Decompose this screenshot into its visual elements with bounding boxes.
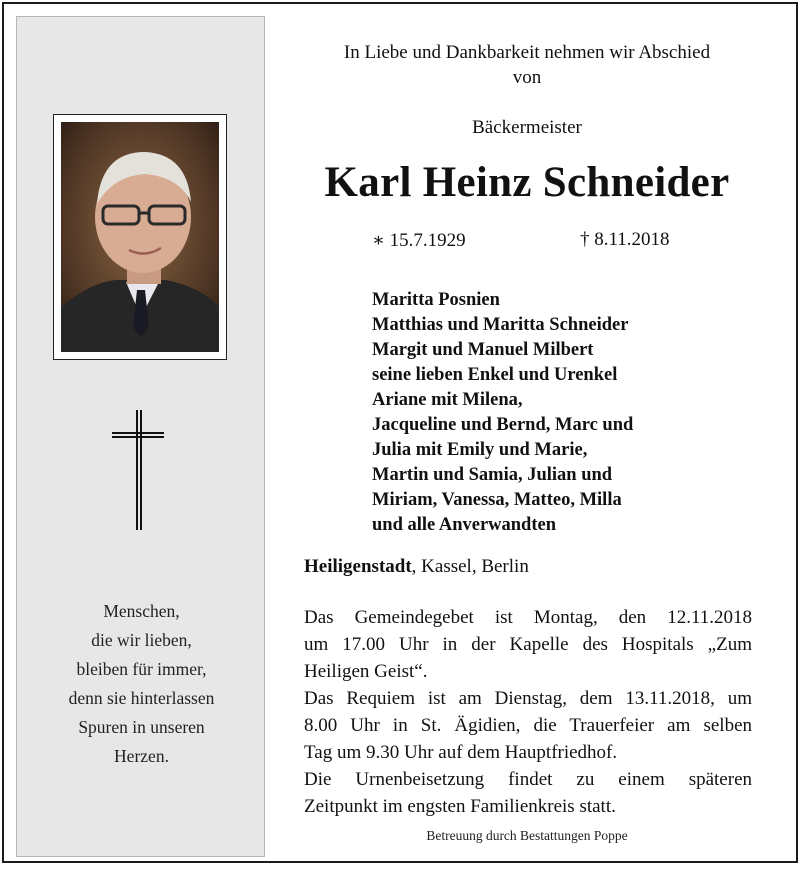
main-content [266,16,788,857]
service-details [304,604,752,820]
details-line: Zeitpunkt im engsten Familienkreis statt. [304,796,616,817]
family-line: und alle Anverwandten [372,515,557,535]
sidebar [16,16,265,857]
family-line: seine lieben Enkel und Urenkel [372,365,618,385]
details-line: Heiligen Geist“. [304,661,428,682]
quote-line: bleiben für immer, [76,659,207,679]
details-line: 8.00 Uhr in St. Ägidien, die Trauerfeier am selben [304,715,752,736]
portrait-frame [53,114,227,360]
deceased-name: Karl Heinz Schneider [324,159,730,206]
family-line: Jacqueline und Bernd, Marc und [372,415,634,435]
location-primary: Heiligenstadt [304,556,412,577]
quote-line: Spuren in unseren [78,717,205,737]
cross-icon [112,410,164,530]
funeral-home-credit: Betreuung durch Bestattungen Poppe [426,828,628,843]
details-line: um 17.00 Uhr in der Kapelle des Hospitals „Zum [304,634,752,655]
intro-line: In Liebe und Dankbarkeit nehmen wir Abschied [343,42,711,63]
location-others: , Kassel, Berlin [411,556,529,577]
obituary-notice [2,2,798,863]
details-line: Tag um 9.30 Uhr auf dem Hauptfriedhof. [304,742,618,763]
family-line: Martin und Samia, Julian und [372,465,613,485]
family-line: Matthias und Maritta Schneider [372,315,629,335]
family-line: Maritta Posnien [372,290,500,310]
memorial-quote [17,597,266,771]
death-date-value: 8.11.2018 [594,229,670,250]
family-list [372,288,633,538]
portrait-illustration [61,122,219,352]
details-line: Das Gemeindegebet ist Montag, den 12.11.2018 [304,607,752,628]
death-date [580,229,670,251]
occupation: Bäckermeister [472,117,582,138]
death-symbol: † [580,229,590,250]
family-line: Miriam, Vanessa, Matteo, Milla [372,490,622,510]
quote-line: die wir lieben, [91,630,192,650]
details-line: Die Urnenbeisetzung findet zu einem späteren [304,769,752,790]
birth-date-value: 15.7.1929 [389,230,466,251]
details-line: Das Requiem ist am Dienstag, dem 13.11.2018, um [304,688,752,709]
locations [304,556,529,578]
family-line: Julia mit Emily und Marie, [372,440,588,460]
family-line: Margit und Manuel Milbert [372,340,594,360]
birth-date [372,229,466,252]
portrait-photo [61,122,219,352]
quote-line: denn sie hinterlassen [68,688,215,708]
birth-symbol: ∗ [372,230,385,251]
quote-line: Menschen, [103,601,180,621]
family-line: Ariane mit Milena, [372,390,523,410]
quote-line: Herzen. [114,746,169,766]
intro-line-von: von [512,67,542,88]
